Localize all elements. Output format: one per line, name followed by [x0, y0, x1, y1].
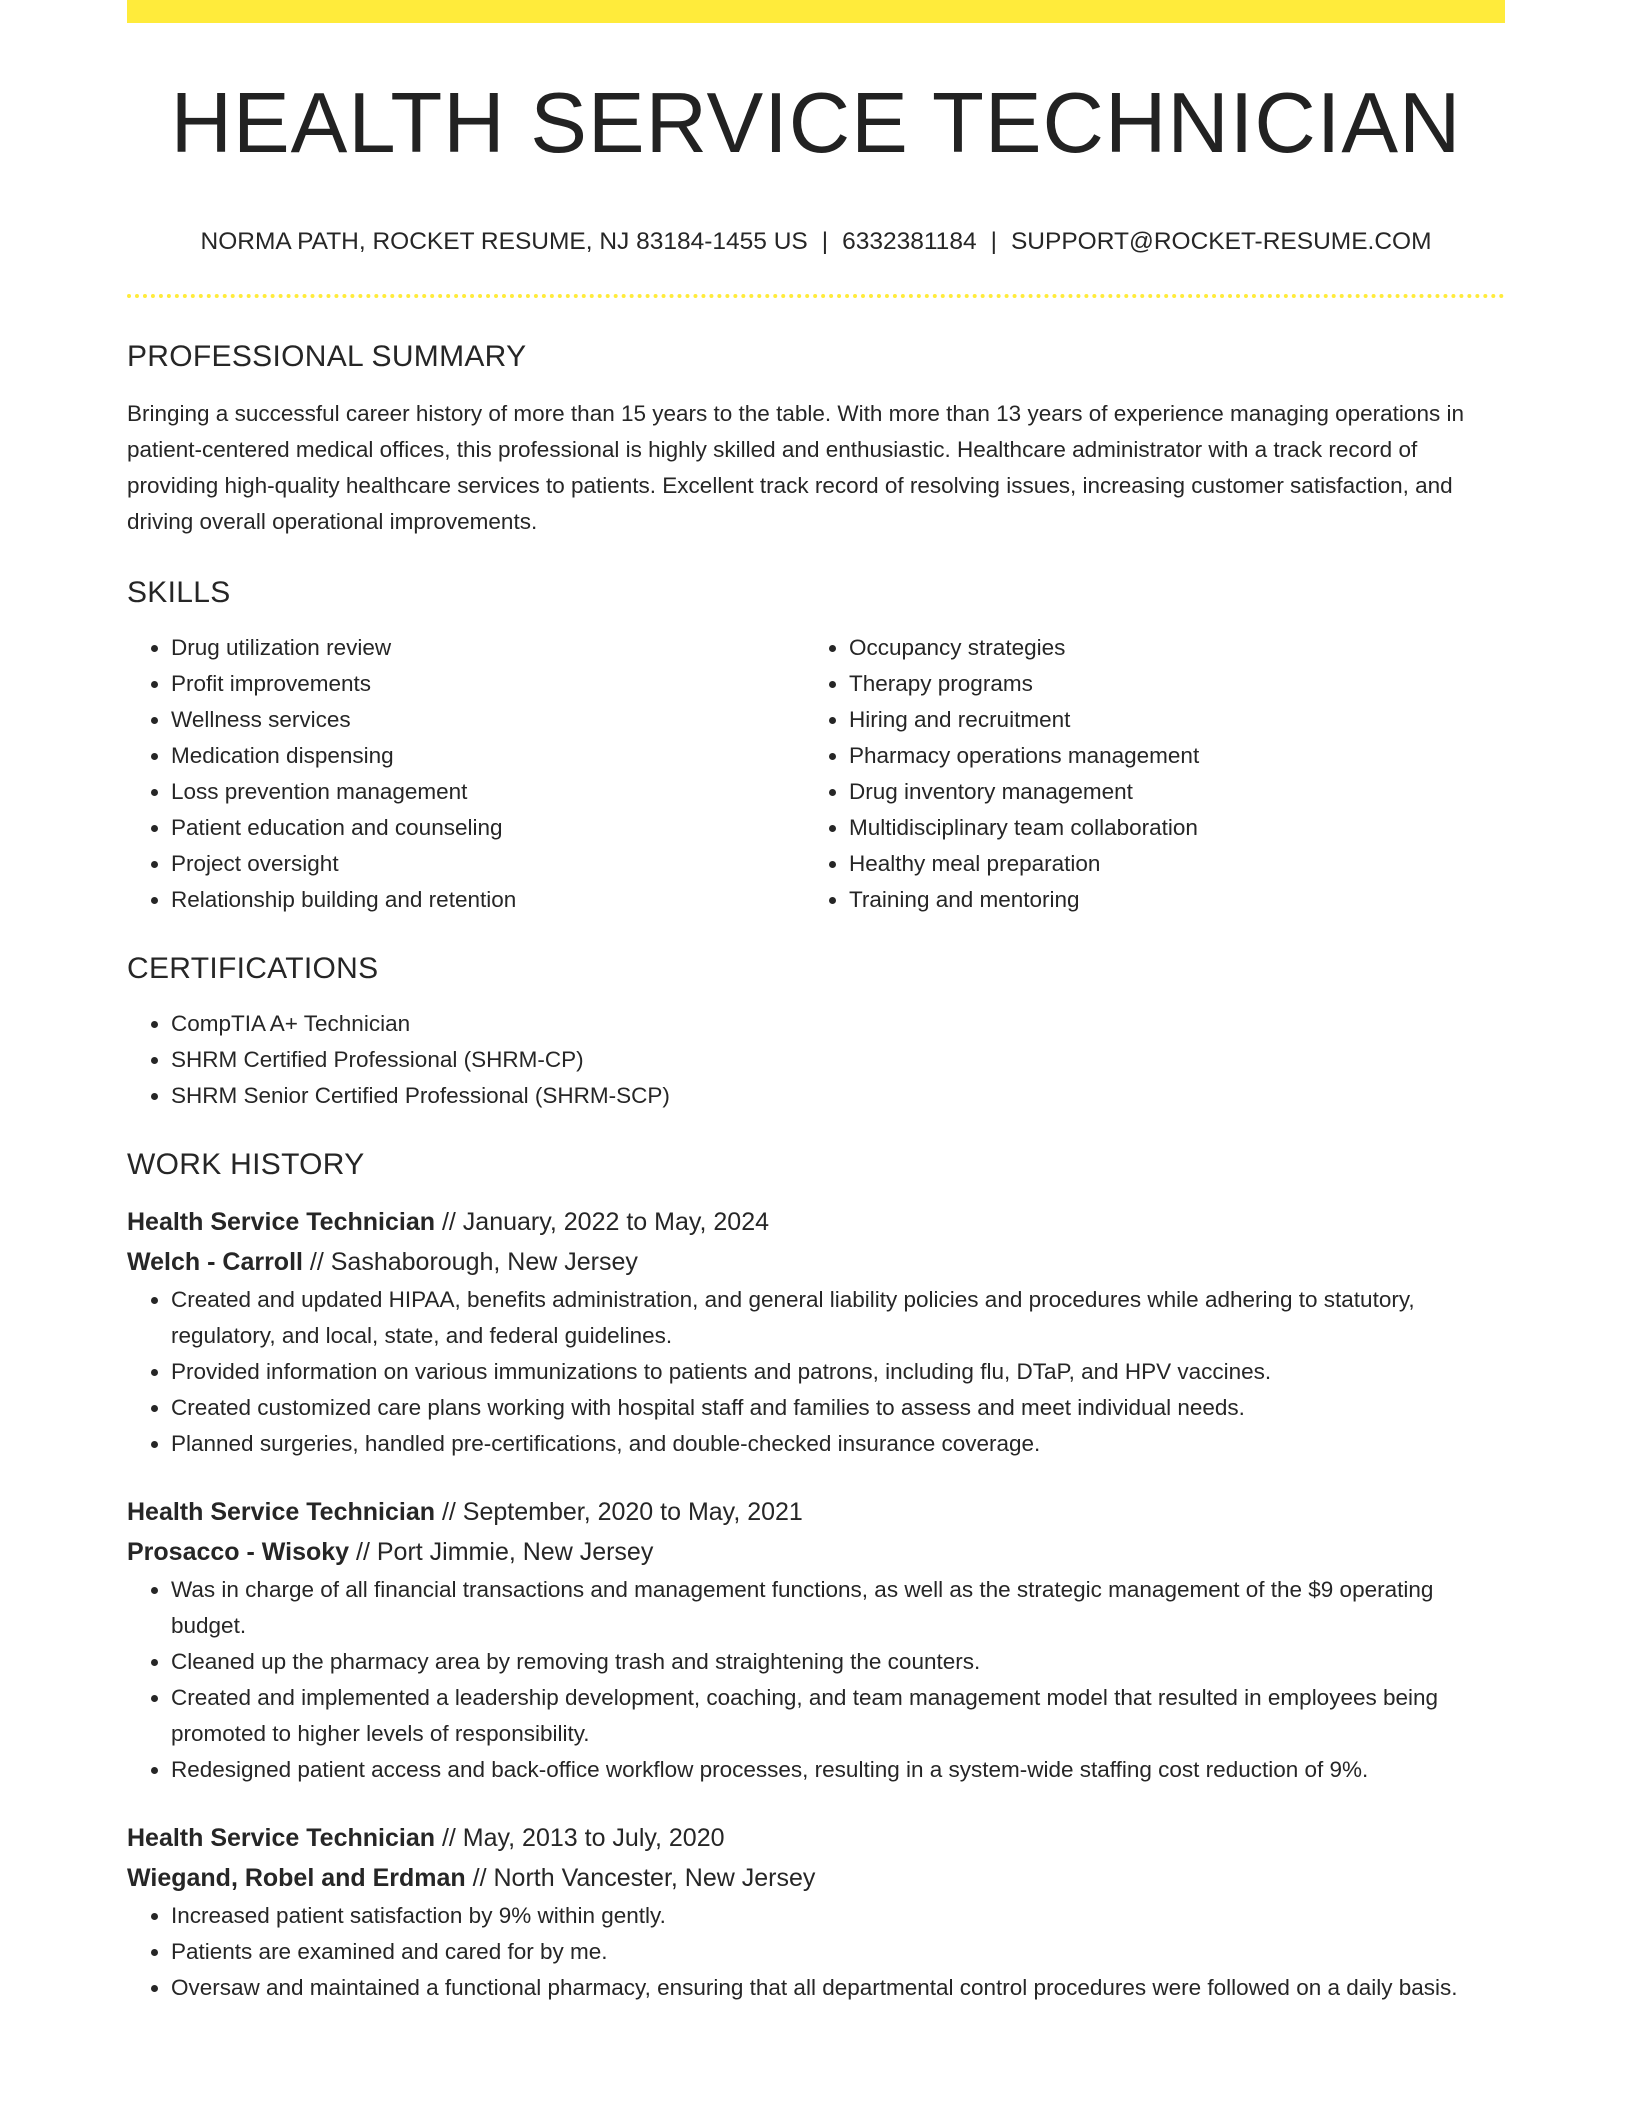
dotted-divider [127, 294, 1505, 298]
skill-item: • Hiring and recruitment [849, 702, 1483, 738]
contact-address: NORMA PATH, ROCKET RESUME, NJ 83184-1455 US [200, 228, 808, 255]
job-title: Health Service Technician [127, 1823, 435, 1852]
resume-title: HEALTH SERVICE TECHNICIAN [170, 76, 1462, 171]
job-dates: // September, 2020 to May, 2021 [441, 1497, 803, 1526]
job-location: // Port Jimmie, New Jersey [356, 1537, 654, 1566]
skill-item: • Patient education and counseling [171, 810, 805, 846]
job-bullet: • Provided information on various immunizations to patients and patrons, including flu, DTaP, and HPV vaccines. [171, 1354, 1505, 1390]
certifications-block [127, 1006, 1505, 1114]
top-accent-bar [127, 0, 1505, 23]
contact-email: SUPPORT@ROCKET-RESUME.COM [1010, 228, 1432, 255]
job-title-line [127, 1202, 1505, 1242]
skills-list-left [127, 630, 805, 918]
contact-separator: | [990, 228, 997, 255]
work-history-list [127, 1202, 1505, 2006]
contact-phone: 6332381184 [842, 228, 977, 255]
job-bullet: • Patients are examined and cared for by me. [171, 1934, 1505, 1970]
skill-item: • Medication dispensing [171, 738, 805, 774]
skill-item: • Therapy programs [849, 666, 1483, 702]
skills-column-right [805, 630, 1483, 918]
job-company-line [127, 1532, 1505, 1572]
contact-line [127, 230, 1505, 255]
job-entry [127, 1492, 1505, 1788]
job-company-line [127, 1242, 1505, 1282]
job-bullet: • Oversaw and maintained a functional pharmacy, ensuring that all departmental control procedures were followed on a daily basis. [171, 1970, 1505, 2006]
certifications-list [127, 1006, 1505, 1114]
skill-item: • Profit improvements [171, 666, 805, 702]
job-bullet: • Created and updated HIPAA, benefits administration, and general liability policies and procedures while adhering to statutory, regulatory, and local, state, and federal guidelines. [171, 1282, 1505, 1354]
job-bullet: • Redesigned patient access and back-office workflow processes, resulting in a system-wide staffing cost reduction of 9%. [171, 1752, 1505, 1788]
skills-column-left [127, 630, 805, 918]
job-bullet: • Planned surgeries, handled pre-certifications, and double-checked insurance coverage. [171, 1426, 1505, 1462]
job-bullet: • Created customized care plans working with hospital staff and families to assess and meet individual needs. [171, 1390, 1505, 1426]
skill-item: • Occupancy strategies [849, 630, 1483, 666]
job-company: Welch - Carroll [127, 1247, 303, 1276]
skill-item: • Wellness services [171, 702, 805, 738]
job-company: Wiegand, Robel and Erdman [127, 1863, 466, 1892]
skill-item: • Healthy meal preparation [849, 846, 1483, 882]
job-company-line [127, 1858, 1505, 1898]
job-entry [127, 1202, 1505, 1462]
job-location: // North Vancester, New Jersey [472, 1863, 816, 1892]
certifications-heading: CERTIFICATIONS [127, 951, 379, 985]
job-company: Prosacco - Wisoky [127, 1537, 350, 1566]
job-entry [127, 1818, 1505, 2006]
summary-text: Bringing a successful career history of more than 15 years to the table. With more than 13 years of experience managing operations in patient-centered medical offices, this professional is highly skilled and enthusiastic. Healthcare administrator with a track record of providing high-quality healthcare services to patients. Excellent track record of resolving issues, increasing customer satisfaction, and driving overall operational improvements. [127, 400, 1464, 534]
contact-separator: | [821, 228, 829, 255]
skill-item: • Pharmacy operations management [849, 738, 1483, 774]
resume-page [127, 0, 1505, 2006]
job-title-line [127, 1492, 1505, 1532]
work-history-heading: WORK HISTORY [127, 1147, 365, 1181]
skills-list-right [805, 630, 1483, 918]
certification-item: • CompTIA A+ Technician [171, 1006, 1505, 1042]
job-title: Health Service Technician [127, 1497, 435, 1526]
skill-item: • Relationship building and retention [171, 882, 805, 918]
skills-heading: SKILLS [127, 575, 231, 609]
job-bullet: • Cleaned up the pharmacy area by removing trash and straightening the counters. [171, 1644, 1505, 1680]
job-title: Health Service Technician [127, 1207, 435, 1236]
job-bullet: • Was in charge of all financial transactions and management functions, as well as the strategic management of the $9 operating budget. [171, 1572, 1505, 1644]
skill-item: • Loss prevention management [171, 774, 805, 810]
skill-item: • Project oversight [171, 846, 805, 882]
job-bullet-list [127, 1898, 1505, 2006]
skills-grid [127, 630, 1505, 918]
summary-heading: PROFESSIONAL SUMMARY [127, 339, 527, 373]
job-bullet-list [127, 1282, 1505, 1462]
certification-item: • SHRM Certified Professional (SHRM-CP) [171, 1042, 1505, 1078]
job-title-line [127, 1818, 1505, 1858]
job-location: // Sashaborough, New Jersey [309, 1247, 638, 1276]
skill-item: • Drug utilization review [171, 630, 805, 666]
certification-item: • SHRM Senior Certified Professional (SHRM-SCP) [171, 1078, 1505, 1114]
job-bullet: • Increased patient satisfaction by 9% within gently. [171, 1898, 1505, 1934]
job-dates: // May, 2013 to July, 2020 [441, 1823, 725, 1852]
skill-item: • Drug inventory management [849, 774, 1483, 810]
job-dates: // January, 2022 to May, 2024 [441, 1207, 770, 1236]
skill-item: • Training and mentoring [849, 882, 1483, 918]
job-bullet: • Created and implemented a leadership development, coaching, and team management model that resulted in employees being promoted to higher levels of responsibility. [171, 1680, 1505, 1752]
job-bullet-list [127, 1572, 1505, 1788]
skill-item: • Multidisciplinary team collaboration [849, 810, 1483, 846]
